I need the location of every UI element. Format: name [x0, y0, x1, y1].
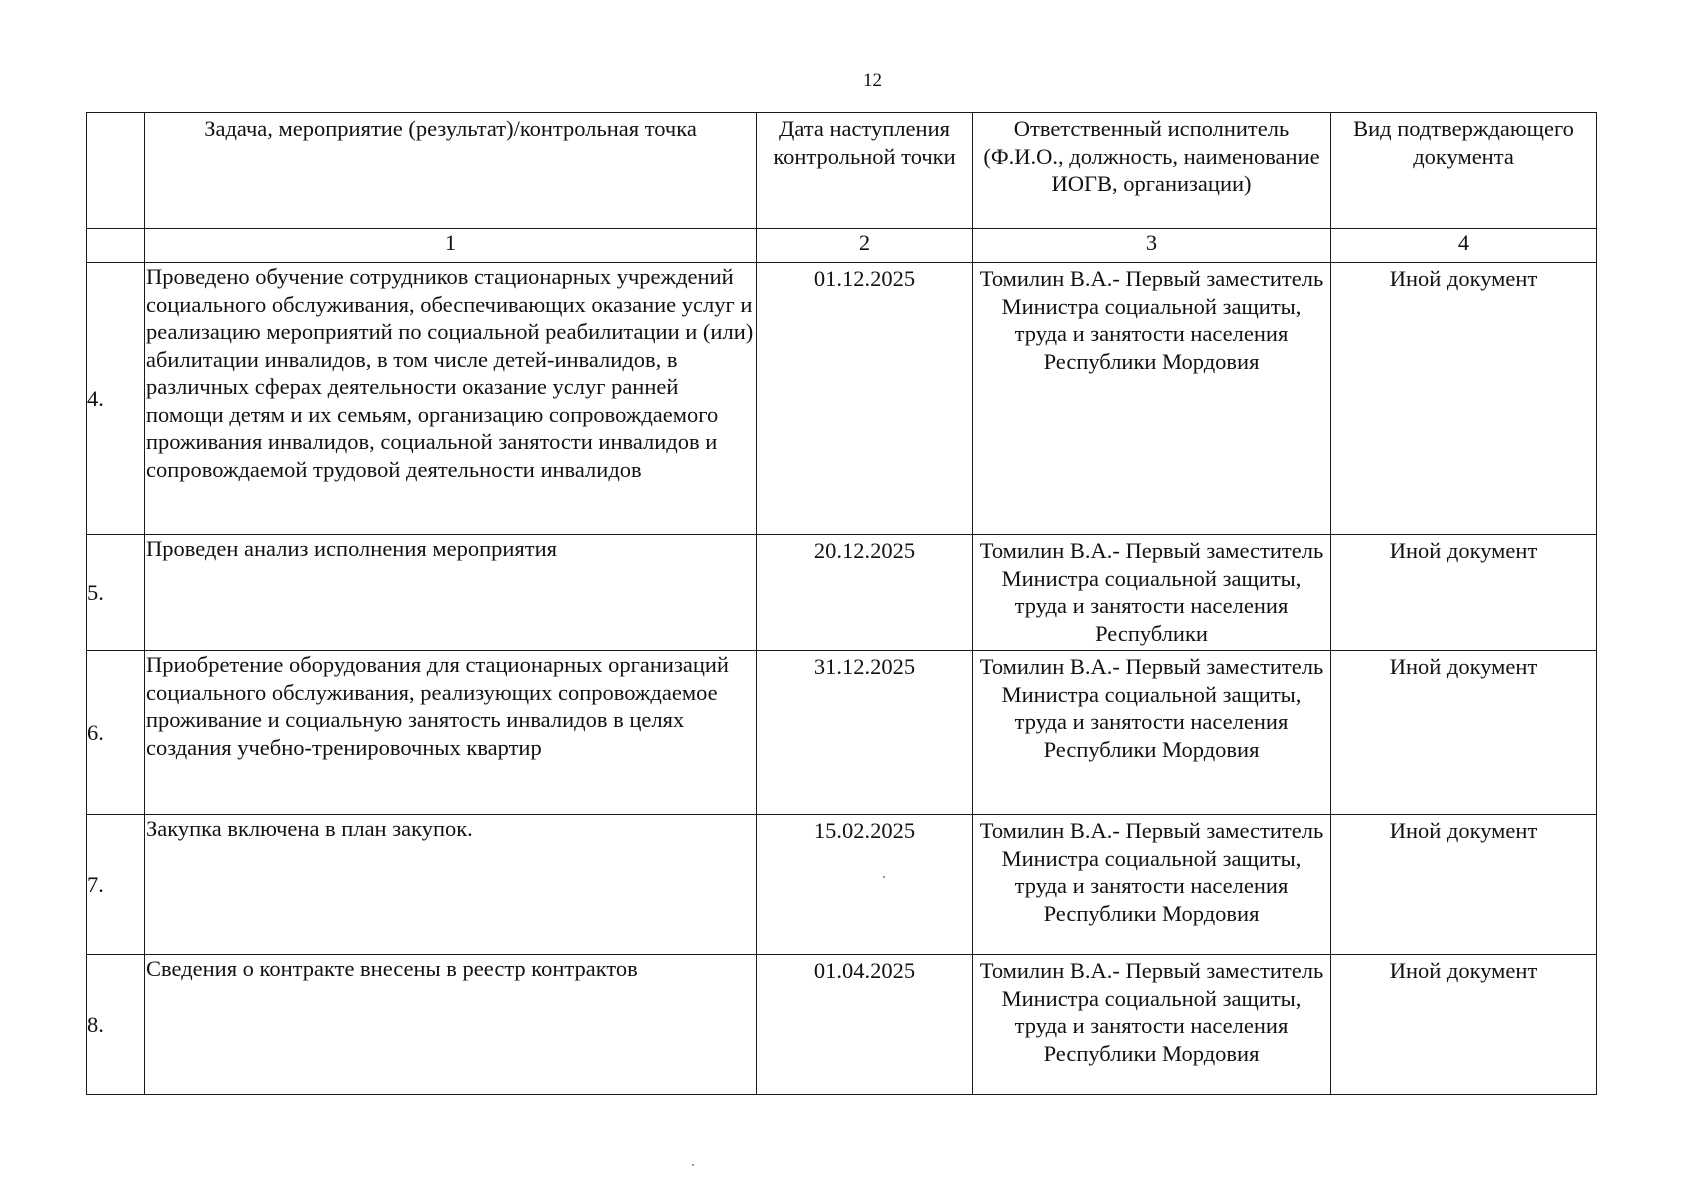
date-cell: 01.04.2025: [757, 955, 973, 1095]
scan-speck: [883, 876, 885, 878]
index-empty-cell: [87, 229, 145, 263]
table-row: [87, 955, 1597, 1095]
column-index-3: 3: [973, 229, 1331, 263]
document-type-cell: Иной документ: [1331, 535, 1597, 651]
document-type-cell: Иной документ: [1331, 263, 1597, 535]
responsible-cell: Томилин В.А.- Первый заместитель Министра социальной защиты, труда и занятости населения Республики Мордовия: [973, 651, 1331, 815]
page-number: 12: [863, 70, 882, 91]
header-responsible: Ответственный исполнитель (Ф.И.О., должность, наименование ИОГВ, организации): [973, 113, 1331, 229]
task-cell: Приобретение оборудования для стационарных организаций социального обслуживания, реализующих сопровождаемое проживание и социальную занятость инвалидов в целях создания учебно-тренировочных квартир: [145, 651, 757, 815]
table-row: [87, 651, 1597, 815]
task-cell: Проведен анализ исполнения мероприятия: [145, 535, 757, 651]
responsible-text: Томилин В.А.- Первый заместитель Министра социальной защиты, труда и занятости населения Республики: [979, 538, 1324, 646]
date-cell: 01.12.2025: [757, 263, 973, 535]
row-number: 5.: [87, 535, 145, 651]
table-row: [87, 263, 1597, 535]
column-index-1: 1: [145, 229, 757, 263]
document-type-cell: Иной документ: [1331, 651, 1597, 815]
row-number: 4.: [87, 263, 145, 535]
responsible-cell: Томилин В.А.- Первый заместитель Министра социальной защиты, труда и занятости населения Республики Мордовия: [973, 263, 1331, 535]
responsible-cell: Томилин В.А.- Первый заместитель Министра социальной защиты, труда и занятости населения Республики Мордовия: [973, 815, 1331, 955]
task-cell: Сведения о контракте внесены в реестр контрактов: [145, 955, 757, 1095]
table-header-row: [87, 113, 1597, 229]
date-cell: 31.12.2025: [757, 651, 973, 815]
column-index-row: [87, 229, 1597, 263]
column-index-2: 2: [757, 229, 973, 263]
header-num-cell: [87, 113, 145, 229]
task-cell: Проведено обучение сотрудников стационарных учреждений социального обслуживания, обеспечивающих оказание услуг и реализацию мероприятий по социальной реабилитации и (или) абилитации инвалидов, в том числе детей-инвалидов, в различных сферах деятельности оказание услуг ранней помощи детям и их семьям, организацию сопровождаемого проживания инвалидов, социальной занятости инвалидов и сопровождаемой трудовой деятельности инвалидов: [145, 263, 757, 535]
table-row: [87, 815, 1597, 955]
row-number: 8.: [87, 955, 145, 1095]
table-row: [87, 535, 1597, 651]
date-cell: 15.02.2025: [757, 815, 973, 955]
row-number: 7.: [87, 815, 145, 955]
document-type-cell: Иной документ: [1331, 815, 1597, 955]
header-document: Вид подтверждающего документа: [1331, 113, 1597, 229]
header-task: Задача, мероприятие (результат)/контрольная точка: [145, 113, 757, 229]
document-type-cell: Иной документ: [1331, 955, 1597, 1095]
scan-speck: [692, 1164, 694, 1166]
row-number: 6.: [87, 651, 145, 815]
responsible-cell: [973, 535, 1331, 651]
date-cell: 20.12.2025: [757, 535, 973, 651]
responsible-cell: Томилин В.А.- Первый заместитель Министра социальной защиты, труда и занятости населения Республики Мордовия: [973, 955, 1331, 1095]
column-index-4: 4: [1331, 229, 1597, 263]
header-date: Дата наступления контрольной точки: [757, 113, 973, 229]
task-cell: Закупка включена в план закупок.: [145, 815, 757, 955]
control-points-table: [86, 112, 1597, 1095]
